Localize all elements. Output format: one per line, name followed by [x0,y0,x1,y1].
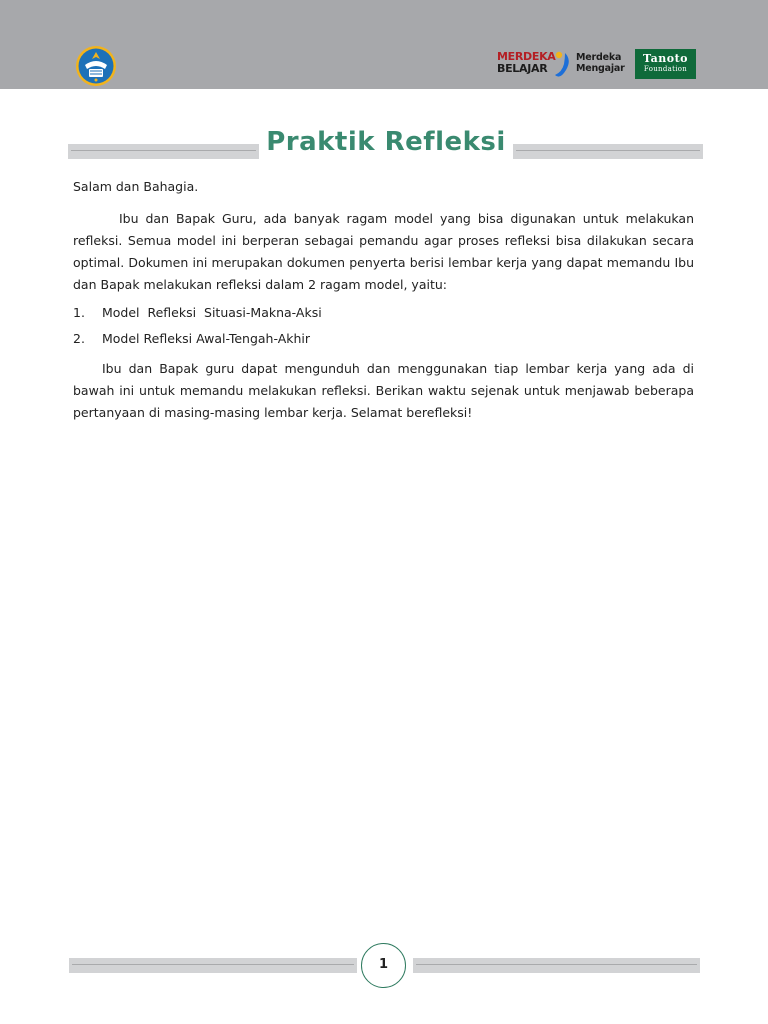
list-text: Model Refleksi Awal-Tengah-Akhir [102,331,311,346]
list-item [73,302,694,324]
page-number: 1 [361,943,406,988]
footer-divider-left [69,958,357,973]
list-item [73,328,694,350]
title-divider-right [513,144,703,159]
merdeka-belajar-logo [497,50,556,75]
document-body [73,176,694,424]
logo-text-merdeka-2: Merdeka [576,52,622,63]
list-number: 2. [73,331,85,346]
merdeka-mengajar-logo [552,50,632,80]
page-title: Praktik Refleksi [266,127,506,157]
tut-wuri-handayani-icon [75,45,117,87]
title-divider-left [68,144,259,159]
greeting: Salam dan Bahagia. [73,179,199,194]
merdeka-mengajar-icon [552,50,574,80]
logo-text-mengajar: Mengajar [576,63,625,74]
list-text: Model Refleksi Situasi-Makna-Aksi [102,305,322,320]
footer-divider-right [413,958,700,973]
logo-text-belajar: BELAJAR [497,62,548,75]
model-list [73,302,694,350]
page-footer [69,942,700,988]
logo-text-merdeka: MERDEKA [497,50,556,63]
closing-paragraph: Ibu dan Bapak guru dapat mengunduh dan menggunakan tiap lembar kerja yang ada di bawah ini untuk memandu melakukan refleksi. Berikan waktu sejenak untuk menjawab beberapa pertanyaan di masing-masing lembar kerja. Selamat berefleksi! [73,361,694,420]
logo-text-foundation: Foundation [643,65,688,73]
logo-text-tanoto: Tanoto [642,52,688,65]
title-row [68,124,703,164]
intro-paragraph: Ibu dan Bapak Guru, ada banyak ragam model yang bisa digunakan untuk melakukan refleksi. Semua model ini berperan sebagai pemandu agar proses refleksi bisa dilakukan secara optimal. Dokumen ini merupakan dokumen penyerta berisi lembar kerja yang dapat memandu Ibu dan Bapak melakukan refleksi dalam 2 ragam model, yaitu: [73,211,694,292]
tanoto-foundation-logo [635,49,696,79]
list-number: 1. [73,305,85,320]
page-header [0,0,768,89]
